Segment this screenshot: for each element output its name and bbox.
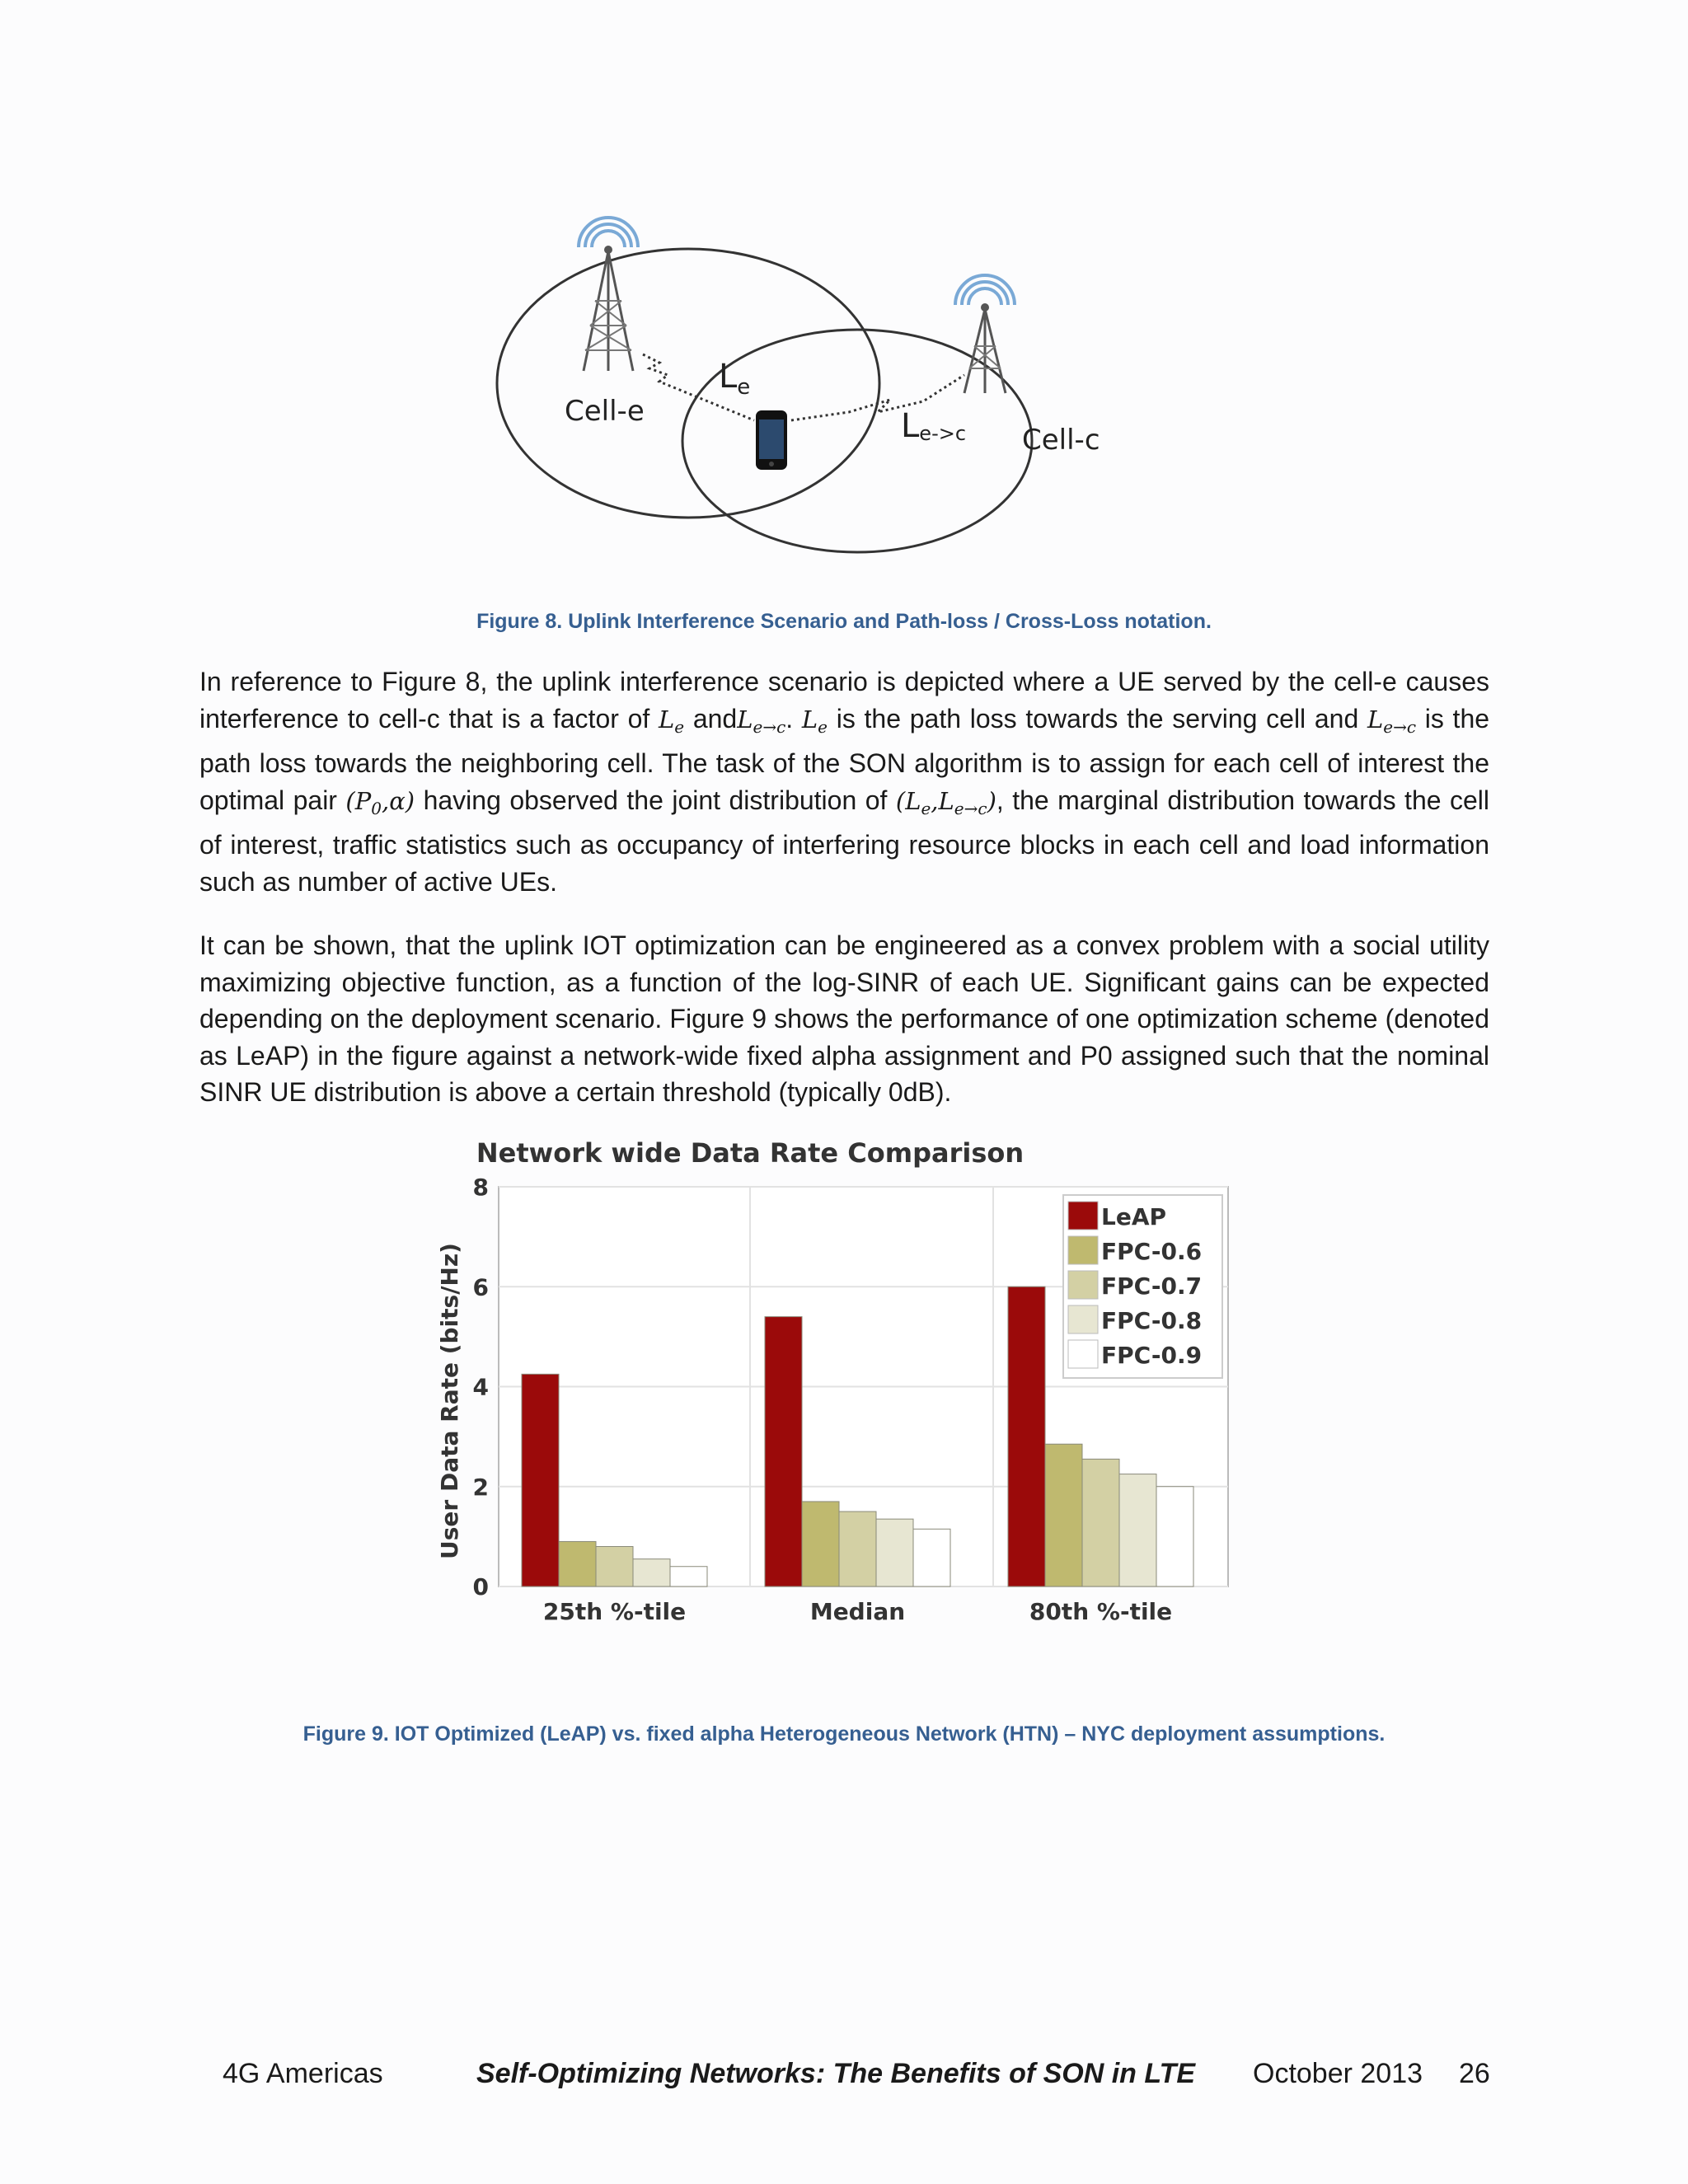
chart-legend-swatch: [1068, 1236, 1098, 1264]
chart-legend-label: FPC-0.9: [1101, 1342, 1203, 1369]
chart-y-axis-label: User Data Rate (bits/Hz): [436, 1243, 463, 1559]
chart-title: Network wide Data Rate Comparison: [476, 1137, 1025, 1169]
footer-title: Self-Optimizing Networks: The Benefits of SON in LTE: [476, 2058, 1196, 2089]
chart-legend-label: LeAP: [1101, 1203, 1167, 1230]
chart-legend-swatch: [1068, 1340, 1098, 1368]
chart-bar: [1008, 1286, 1045, 1586]
chart-bar: [876, 1519, 913, 1586]
page-footer: [0, 2058, 1688, 2099]
chart-legend-swatch: [1068, 1305, 1098, 1333]
chart-y-tick-label: 8: [472, 1174, 489, 1201]
chart-y-tick-label: 0: [472, 1573, 489, 1601]
chart-x-tick-label: 80th %-tile: [1029, 1598, 1173, 1625]
footer-date: October 2013: [1253, 2058, 1423, 2089]
math-lec: $L_{e\to c}$: [737, 705, 786, 737]
math-lec: $L_{e\to c}$: [1367, 705, 1417, 737]
footer-page-number: 26: [1459, 2058, 1490, 2089]
chart-y-tick-label: 4: [472, 1373, 489, 1401]
cell-tower-e-icon: [579, 218, 638, 371]
figure-9-caption: Figure 9. IOT Optimized (LeAP) vs. fixed alpha Heterogeneous Network (HTN) – NYC deployment assumptions.: [302, 1722, 1386, 1746]
footer-org: 4G Americas: [223, 2058, 383, 2089]
figure-8-diagram: [462, 210, 1203, 573]
chart-legend-swatch: [1068, 1202, 1098, 1230]
chart-bar: [596, 1547, 633, 1587]
math-le: $L_e$: [801, 705, 828, 737]
chart-y-tick-label: 2: [472, 1473, 489, 1501]
chart-bar: [559, 1541, 596, 1586]
chart-x-tick-label: 25th %-tile: [542, 1598, 687, 1625]
chart-bar: [802, 1502, 839, 1586]
chart-bar: [913, 1529, 950, 1586]
paragraph-2: It can be shown, that the uplink IOT optimization can be engineered as a convex problem with a social utility maximizing objective function, as a function of the log-SINR of each UE. Significant gains can be expected depending on the deployment scenario. Figure 9 shows the performance of one optimization scheme (denoted as LeAP) in the figure against a network-wide fixed alpha assignment and P0 assigned such that the nominal SINR UE distribution is above a certain threshold (typically 0dB).: [199, 930, 1489, 1107]
chart-bar: [1045, 1444, 1082, 1586]
le-label: $L_e$: [719, 358, 751, 400]
chart-bar: [1156, 1487, 1193, 1586]
cell-e-ellipse: [497, 249, 879, 518]
chart-bar: [1082, 1459, 1119, 1586]
ue-phone-icon: [756, 410, 787, 470]
body-text: [199, 663, 1489, 1138]
chart-bar: [633, 1559, 670, 1586]
cell-c-label: Cell-c: [1022, 424, 1100, 457]
chart-bar: [765, 1317, 802, 1586]
chart-bar: [1119, 1474, 1156, 1586]
chart-y-tick-label: 6: [472, 1273, 489, 1301]
paragraph-1: In reference to Figure 8, the uplink interference scenario is depicted where a UE served by the cell-e causes interference to cell-c that is a factor of $L_e$ andL$_{e\to c}$. $L_e$ is the path loss towards the serving cell and $L_{e\to c}$ is the path loss towards the neighboring cell. The task of the SON algorithm is to assign for each cell of interest the optimal pair $(P_0,\alpha)$ having observed the joint distribution of $(L_e,L_{e\to c})$, the marginal distribution towards the cell of interest, traffic statistics such as occupancy of interfering resource blocks in each cell and load information such as number of active UEs.: [199, 667, 1490, 897]
chart-legend-label: FPC-0.7: [1101, 1272, 1203, 1300]
chart-legend-label: FPC-0.6: [1101, 1238, 1203, 1265]
lec-label: Le->c: [901, 407, 967, 445]
figure-8-caption: Figure 8. Uplink Interference Scenario and Path-loss / Cross-Loss notation.: [476, 610, 1212, 633]
cell-e-label: Cell-e: [565, 395, 645, 428]
math-joint: $(L_e,L_{e\to c})$: [895, 786, 996, 818]
chart-legend-label: FPC-0.8: [1101, 1307, 1203, 1334]
chart-bar: [522, 1374, 559, 1586]
figure-9-chart: [412, 1125, 1245, 1640]
math-pair: $(P_0,\alpha)$: [345, 786, 415, 818]
chart-bar: [670, 1567, 707, 1586]
chart-bar: [839, 1511, 876, 1586]
chart-x-tick-label: Median: [809, 1598, 906, 1625]
math-le: $L_e$: [659, 705, 685, 737]
chart-legend-swatch: [1068, 1271, 1098, 1299]
